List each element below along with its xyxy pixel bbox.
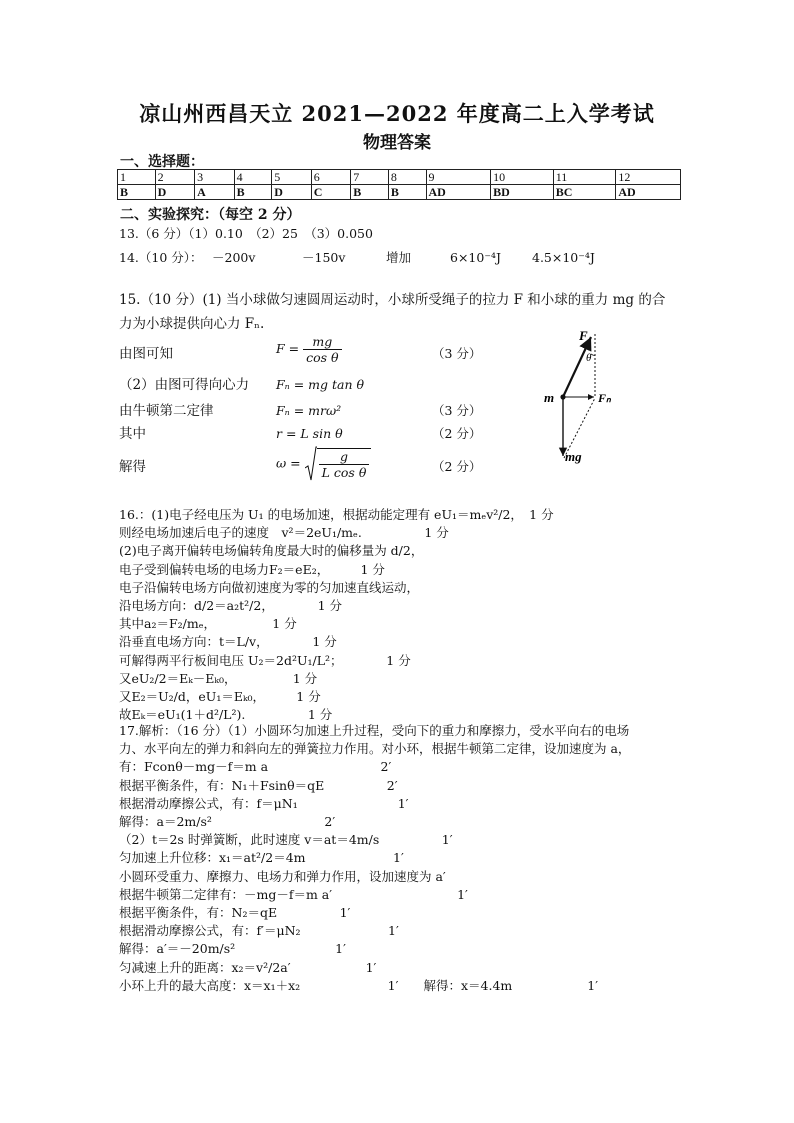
table-cell-question-number: 7	[351, 170, 389, 185]
table-cell-question-number: 12	[616, 170, 681, 185]
q15-row-3-label: 由牛顿第二定律	[119, 403, 214, 419]
table-cell-question-number: 4	[234, 170, 272, 185]
q17-line: 根据牛顿第二定律有：－mg－f＝m a′ 1′	[119, 886, 468, 902]
table-cell-answer: C	[311, 185, 351, 200]
q16-line: 又E₂＝U₂/d，eU₁＝Eₖ₀， 1 分	[119, 689, 321, 704]
q14-answer-2: －150v	[302, 250, 346, 265]
q15-line-2: 力为小球提供向心力 Fₙ.	[119, 316, 265, 332]
q14-label: 14.（10 分）：	[119, 250, 203, 265]
table-cell-question-number: 11	[553, 170, 616, 185]
q16-line: 故Eₖ＝eU₁(1＋d²/L²). 1 分	[119, 707, 333, 723]
table-cell-answer: A	[195, 185, 235, 200]
q15-row-3-score: （3 分）	[432, 403, 482, 418]
q17-line: （2）t＝2s 时弹簧断，此时速度 v＝at＝4m/s 1′	[119, 832, 453, 848]
q13-line: 13.（6 分）（1）0.10 （2）25 （3）0.050	[119, 226, 373, 241]
table-cell-question-number: 3	[195, 170, 235, 185]
q16-line: 其中a₂＝F₂/mₑ， 1 分	[119, 616, 297, 632]
q15-row-5-label: 解得	[119, 459, 146, 475]
q17-line: 解得：a′＝－20m/s² 1′	[119, 941, 346, 957]
fraction-denominator: cos θ	[306, 350, 339, 365]
formula-lhs: ω =	[276, 455, 301, 471]
label-theta: θ	[586, 352, 592, 364]
table-cell-answer: B	[118, 185, 156, 200]
table-cell-answer: BC	[553, 185, 616, 200]
square-root	[305, 446, 372, 482]
q17-line: 根据平衡条件，有：N₂＝qE 1′	[119, 905, 351, 920]
q17-line: 匀加速上升位移：x₁＝at²/2＝4m 1′	[119, 850, 404, 866]
table-row-answers	[118, 185, 681, 200]
label-F: F	[579, 328, 588, 343]
q14-answer-4: 6×10⁻⁴J	[450, 250, 501, 265]
formula-lhs: F =	[276, 341, 300, 356]
table-cell-question-number: 10	[491, 170, 554, 185]
q15-row-2-label: （2）由图可得向心力	[119, 377, 250, 393]
section-choice-heading: 一、选择题：	[120, 154, 204, 170]
table-cell-answer: BD	[491, 185, 554, 200]
fraction-denominator: L cos θ	[321, 465, 367, 480]
table-cell-answer: B	[234, 185, 272, 200]
q15-row-4-score: （2 分）	[432, 426, 482, 441]
table-cell-answer: D	[155, 185, 195, 200]
table-cell-answer: B	[351, 185, 389, 200]
choice-answer-table	[117, 169, 681, 200]
q15-formula-2: Fₙ = mg tan θ	[276, 377, 365, 392]
q14-answer-1: －200v	[212, 250, 256, 265]
tension-arrow	[563, 337, 591, 397]
q16-line: 沿电场方向：d/2＝a₂t²/2， 1 分	[119, 598, 343, 613]
table-cell-answer: B	[388, 185, 426, 200]
q14-answer-3: 增加	[386, 250, 412, 265]
q15-row-4-label: 其中	[119, 426, 146, 442]
q15-line-1: 15.（10 分）(1) 当小球做匀速圆周运动时，小球所受绳子的拉力 F 和小球的重力 mg 的合	[119, 292, 666, 308]
q17-line: 解得：a＝2m/s² 2′	[119, 814, 336, 829]
table-row-numbers	[118, 170, 681, 185]
ball-mass-point	[560, 394, 565, 399]
q15-row-1-score: （3 分）	[432, 346, 482, 361]
q16-line: 又eU₂/2＝Eₖ－Eₖ₀， 1 分	[119, 670, 318, 686]
q16-line: 则经电场加速后电子的速度 v²＝2eU₁/mₑ. 1 分	[119, 525, 449, 541]
q15-row-5-score: （2 分）	[432, 459, 482, 474]
q17-line: 17.解析：（16 分）（1）小圆环匀加速上升过程，受向下的重力和摩擦力，受水平向右的电场	[119, 723, 630, 738]
q17-line: 小圆环受重力、摩擦力、电场力和弹力作用，设加速度为 a′	[119, 868, 446, 884]
q16-line: 16.：(1)电子经电压为 U₁ 的电场加速，根据动能定理有 eU₁＝mₑv²/2， 1 分	[119, 507, 554, 522]
table-cell-question-number: 9	[426, 170, 491, 185]
q16-line: 沿垂直电场方向：t＝L/v， 1 分	[119, 634, 337, 650]
label-Fn: Fₙ	[598, 391, 611, 405]
table-cell-answer: AD	[426, 185, 491, 200]
q16-line: 可解得两平行板间电压 U₂＝2d²U₁/L²； 1 分	[119, 652, 411, 668]
label-m: m	[544, 390, 555, 405]
table-cell-answer: D	[272, 185, 312, 200]
q14-answer-5: 4.5×10⁻⁴J	[532, 250, 595, 265]
q16-line: 电子受到偏转电场的电场力F₂＝eE₂， 1 分	[119, 561, 385, 577]
q17-line: 匀减速上升的距离：x₂＝v²/2a′ 1′	[119, 959, 377, 975]
q17-line: 小环上升的最大高度：x＝x₁＋x₂ 1′ 解得：x＝4.4m 1′	[119, 977, 599, 993]
table-cell-answer: AD	[616, 185, 681, 200]
q15-formula-5	[276, 446, 371, 482]
table-cell-question-number: 8	[388, 170, 426, 185]
label-mg: mg	[565, 449, 582, 464]
q16-line: (2)电子离开偏转电场偏转角度最大时的偏移量为 d/2，	[119, 543, 424, 559]
q16-line: 电子沿偏转电场方向做初速度为零的匀加速直线运动，	[119, 579, 420, 595]
page-subtitle: 物理答案	[363, 133, 431, 153]
fraction	[303, 334, 341, 365]
q17-line: 根据平衡条件，有：N₁＋Fsinθ＝qE 2′	[119, 777, 398, 793]
q17-line: 根据滑动摩擦公式，有：f′＝μN₂ 1′	[119, 923, 399, 939]
page-title: 凉山州西昌天立 2021—2022 年度高二上入学考试	[139, 101, 655, 126]
table-cell-question-number: 6	[311, 170, 351, 185]
q15-formula-4: r = L sin θ	[276, 426, 343, 441]
q17-line: 力、水平向左的弹力和斜向左的弹簧拉力作用。对小环，根据牛顿第二定律，设加速度为 a，	[119, 741, 631, 757]
angle-arc	[591, 354, 595, 355]
fraction-numerator: g	[319, 449, 370, 465]
q15-row-1-label: 由图可知	[119, 346, 173, 362]
q15-formula-3: Fₙ = mrω²	[276, 403, 342, 418]
q17-line: 根据滑动摩擦公式，有：f＝μN₁ 1′	[119, 795, 409, 811]
fraction-numerator: mg	[303, 334, 341, 350]
table-cell-question-number: 2	[155, 170, 195, 185]
radical-sign-icon	[305, 446, 317, 482]
section-experiment-heading: 二、实验探究：（每空 2 分）	[120, 207, 301, 223]
table-cell-question-number: 1	[118, 170, 156, 185]
fraction	[319, 449, 370, 480]
force-diagram	[528, 322, 638, 472]
table-cell-question-number: 5	[272, 170, 312, 185]
q15-formula-1	[276, 334, 342, 365]
q17-line: 有：Fconθ－mg－f＝m a 2′	[119, 759, 392, 775]
